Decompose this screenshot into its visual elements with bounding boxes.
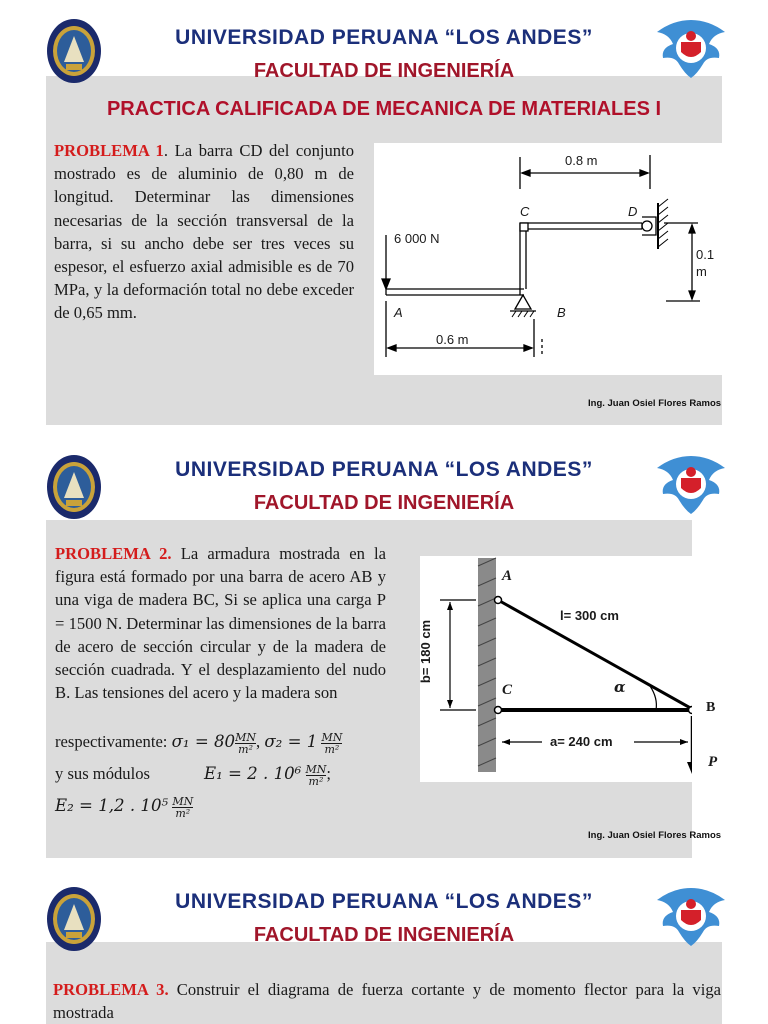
- signature: Ing. Juan Osiel Flores Ramos: [588, 830, 722, 841]
- length-label: l= 300 cm: [560, 608, 619, 623]
- unit-num: MN: [305, 762, 327, 776]
- unit-fraction: [306, 764, 327, 787]
- problem-2-text: [55, 542, 386, 704]
- unit-den: m²: [321, 743, 342, 755]
- faculty-name: FACULTAD DE INGENIERÍA: [253, 60, 515, 82]
- modulus-lead: y sus módulos: [55, 764, 150, 783]
- problem-2-label: PROBLEMA 2.: [55, 544, 172, 563]
- point-label-d: D: [628, 204, 638, 219]
- truss-label-p: P: [708, 754, 718, 770]
- unit-num: MN: [172, 794, 194, 808]
- problem-1-diagram: [374, 143, 722, 375]
- university-name: UNIVERSIDAD PERUANA “LOS ANDES”: [175, 26, 593, 49]
- e-1: E₁ = 2 . 10⁶: [203, 764, 302, 783]
- sigma-2: σ₂ = 1: [264, 732, 318, 751]
- university-name: UNIVERSIDAD PERUANA “LOS ANDES”: [175, 890, 593, 913]
- sigma-1: σ₁ = 80: [171, 732, 236, 751]
- signature: Ing. Juan Osiel Flores Ramos: [588, 398, 722, 409]
- problem-1-label: PROBLEMA 1: [54, 141, 164, 160]
- load-label: 6 000 N: [394, 231, 440, 246]
- slide-problem-2: [0, 444, 768, 860]
- problem-2-e2-line: [55, 794, 395, 819]
- truss-label-a: A: [502, 568, 513, 584]
- stress-lead: respectivamente:: [55, 732, 172, 751]
- point-label-b: B: [557, 305, 566, 320]
- problem-1-diagram-svg: [374, 143, 722, 375]
- problem-2-body: La armadura mostrada en la figura está formado por una barra de acero AB y una viga de madera BC, Si se aplica una carga P = 1500 N. Determinar las dimensiones de la barra de acero de sección circular y de la madera de sección cuadrada. Y el desplazamiento del nudo B. Las tensiones del acero y la madera son: [55, 544, 386, 703]
- unit-num: MN: [235, 730, 257, 744]
- angle-label: α: [614, 678, 626, 696]
- unit-fraction: [321, 732, 342, 755]
- unit-num: MN: [321, 730, 343, 744]
- problem-1-body: . La barra CD del conjunto mostrado es de aluminio de 0,80 m de longitud. Determinar las dimensiones necesarias de la sección transversal de la barra, si su ancho debe ser tres veces su espesor, el esfuerzo axial admisible es de 70 MPa, y la deformación total no debe exceder de 0,65 mm.: [54, 141, 354, 323]
- dim-right-label-2: m: [696, 264, 707, 279]
- faculty-name: FACULTAD DE INGENIERÍA: [253, 492, 515, 514]
- unit-fraction: [172, 796, 193, 819]
- point-label-c: C: [520, 204, 530, 219]
- problem-3-text: [53, 978, 721, 1024]
- truss-label-c: C: [502, 682, 513, 698]
- height-label: b= 180 cm: [418, 619, 434, 684]
- horizontal-label: a= 240 cm: [550, 734, 613, 749]
- slide-problem-3: [0, 876, 768, 1024]
- problem-2-diagram: [418, 556, 718, 782]
- practice-title: PRACTICA CALIFICADA DE MECANICA DE MATERIALES I: [106, 98, 662, 120]
- dim-bottom-label: 0.6 m: [436, 332, 469, 347]
- dim-top-label: 0.8 m: [565, 153, 598, 168]
- e-2: E₂ = 1,2 . 10⁵: [55, 796, 169, 815]
- point-label-a: A: [394, 305, 403, 320]
- truss-label-b: B: [706, 700, 716, 715]
- problem-1-text: [54, 139, 354, 325]
- dim-right-label-1: 0.1: [696, 247, 715, 262]
- problem-3-label: PROBLEMA 3.: [53, 980, 169, 999]
- unit-den: m²: [306, 775, 327, 787]
- problem-2-stress-line: respectivamente: σ₁ = 80 $\frac{MN}{\text{m²}}$ , σ₂ = 1 $\frac{MN}{\text{m²}}$: [55, 730, 343, 756]
- slide-problem-1: [0, 0, 768, 428]
- faculty-name: FACULTAD DE INGENIERÍA: [253, 924, 515, 946]
- problem-2-modulus-line: y sus módulos E₁ = 2 . 10⁶ $\frac{MN}{\text{m²}}$ ;: [55, 762, 332, 788]
- unit-den: m²: [172, 807, 193, 819]
- unit-den: m²: [235, 743, 256, 755]
- university-name: UNIVERSIDAD PERUANA “LOS ANDES”: [175, 458, 593, 481]
- problem-3-body: Construir el diagrama de fuerza cortante y de momento flector para la viga mostrada: [53, 980, 721, 1023]
- unit-fraction: [235, 732, 256, 755]
